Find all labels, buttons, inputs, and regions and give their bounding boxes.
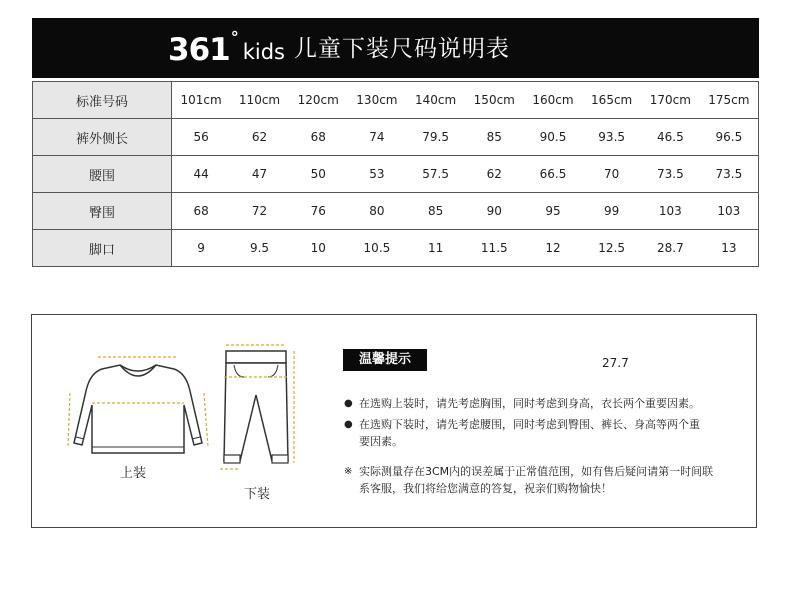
table-cell: 11 bbox=[406, 230, 465, 267]
table-cell: 140cm bbox=[406, 82, 465, 119]
logo-number: 361 bbox=[168, 32, 230, 68]
table-cell: 13 bbox=[700, 230, 759, 267]
table-cell: 56 bbox=[172, 119, 231, 156]
notice-panel bbox=[31, 314, 757, 528]
row-label: 标准号码 bbox=[33, 82, 172, 119]
row-label: 臀围 bbox=[33, 193, 172, 230]
top-garment-label: 上装 bbox=[120, 466, 147, 481]
table-cell: 11.5 bbox=[465, 230, 524, 267]
table-cell: 79.5 bbox=[406, 119, 465, 156]
table-cell: 10.5 bbox=[348, 230, 407, 267]
table-cell: 175cm bbox=[700, 82, 759, 119]
table-cell: 150cm bbox=[465, 82, 524, 119]
table-cell: 120cm bbox=[289, 82, 348, 119]
page-title: 儿童下装尺码说明表 bbox=[294, 36, 510, 62]
table-cell: 72 bbox=[230, 193, 289, 230]
table-cell: 73.5 bbox=[641, 156, 700, 193]
tip-bullet: ● bbox=[344, 398, 353, 409]
table-cell: 70 bbox=[582, 156, 641, 193]
table-cell: 57.5 bbox=[406, 156, 465, 193]
table-cell: 50 bbox=[289, 156, 348, 193]
size-table bbox=[32, 81, 759, 267]
table-cell: 9 bbox=[172, 230, 231, 267]
table-cell: 9.5 bbox=[230, 230, 289, 267]
table-cell: 165cm bbox=[582, 82, 641, 119]
table-cell: 62 bbox=[230, 119, 289, 156]
tip-text: 在选购上装时，请先考虑胸围，同时考虑到身高，衣长两个重要因素。 bbox=[359, 397, 700, 410]
table-cell: 74 bbox=[348, 119, 407, 156]
table-cell: 103 bbox=[700, 193, 759, 230]
table-cell: 28.7 bbox=[641, 230, 700, 267]
table-cell: 80 bbox=[348, 193, 407, 230]
table-row bbox=[33, 193, 759, 230]
table-cell: 85 bbox=[465, 119, 524, 156]
table-row bbox=[33, 119, 759, 156]
table-row bbox=[33, 230, 759, 267]
table-cell: 85 bbox=[406, 193, 465, 230]
table-cell: 103 bbox=[641, 193, 700, 230]
table-cell: 46.5 bbox=[641, 119, 700, 156]
tip-item bbox=[344, 463, 714, 497]
tip-item bbox=[344, 416, 704, 450]
table-cell: 90.5 bbox=[524, 119, 583, 156]
table-cell: 96.5 bbox=[700, 119, 759, 156]
table-cell: 110cm bbox=[230, 82, 289, 119]
tip-number: 27.7 bbox=[602, 356, 629, 370]
row-label: 脚口 bbox=[33, 230, 172, 267]
tip-bullet: ※ bbox=[344, 466, 353, 477]
table-row bbox=[33, 82, 759, 119]
table-row bbox=[33, 156, 759, 193]
tip-text: 实际测量存在3CM内的误差属于正常值范围，如有售后疑问请第一时间联系客服，我们将给您满意的答复，祝亲们购物愉快！ bbox=[359, 465, 714, 495]
table-cell: 73.5 bbox=[700, 156, 759, 193]
pants-label: 下装 bbox=[244, 487, 271, 502]
table-cell: 90 bbox=[465, 193, 524, 230]
table-cell: 12 bbox=[524, 230, 583, 267]
table-cell: 53 bbox=[348, 156, 407, 193]
header-banner bbox=[32, 18, 759, 78]
table-cell: 95 bbox=[524, 193, 583, 230]
table-cell: 170cm bbox=[641, 82, 700, 119]
brand-logo bbox=[168, 24, 285, 72]
logo-kids: kids bbox=[242, 40, 285, 64]
tip-text: 在选购下装时，请先考虑腰围，同时考虑到臀围、裤长、身高等两个重要因素。 bbox=[359, 418, 700, 448]
table-cell: 44 bbox=[172, 156, 231, 193]
table-cell: 101cm bbox=[172, 82, 231, 119]
table-cell: 10 bbox=[289, 230, 348, 267]
table-cell: 47 bbox=[230, 156, 289, 193]
table-cell: 62 bbox=[465, 156, 524, 193]
table-cell: 12.5 bbox=[582, 230, 641, 267]
row-label: 裤外侧长 bbox=[33, 119, 172, 156]
top-garment-icon bbox=[62, 343, 212, 473]
tip-bullet: ● bbox=[344, 419, 353, 430]
table-cell: 130cm bbox=[348, 82, 407, 119]
tip-title: 温馨提示 bbox=[343, 349, 427, 371]
logo-degree: ° bbox=[230, 28, 239, 47]
tip-item bbox=[344, 395, 724, 412]
table-cell: 99 bbox=[582, 193, 641, 230]
table-cell: 68 bbox=[289, 119, 348, 156]
row-label: 腰围 bbox=[33, 156, 172, 193]
table-cell: 76 bbox=[289, 193, 348, 230]
table-cell: 68 bbox=[172, 193, 231, 230]
pants-icon bbox=[214, 337, 304, 477]
table-cell: 160cm bbox=[524, 82, 583, 119]
table-cell: 93.5 bbox=[582, 119, 641, 156]
table-cell: 66.5 bbox=[524, 156, 583, 193]
